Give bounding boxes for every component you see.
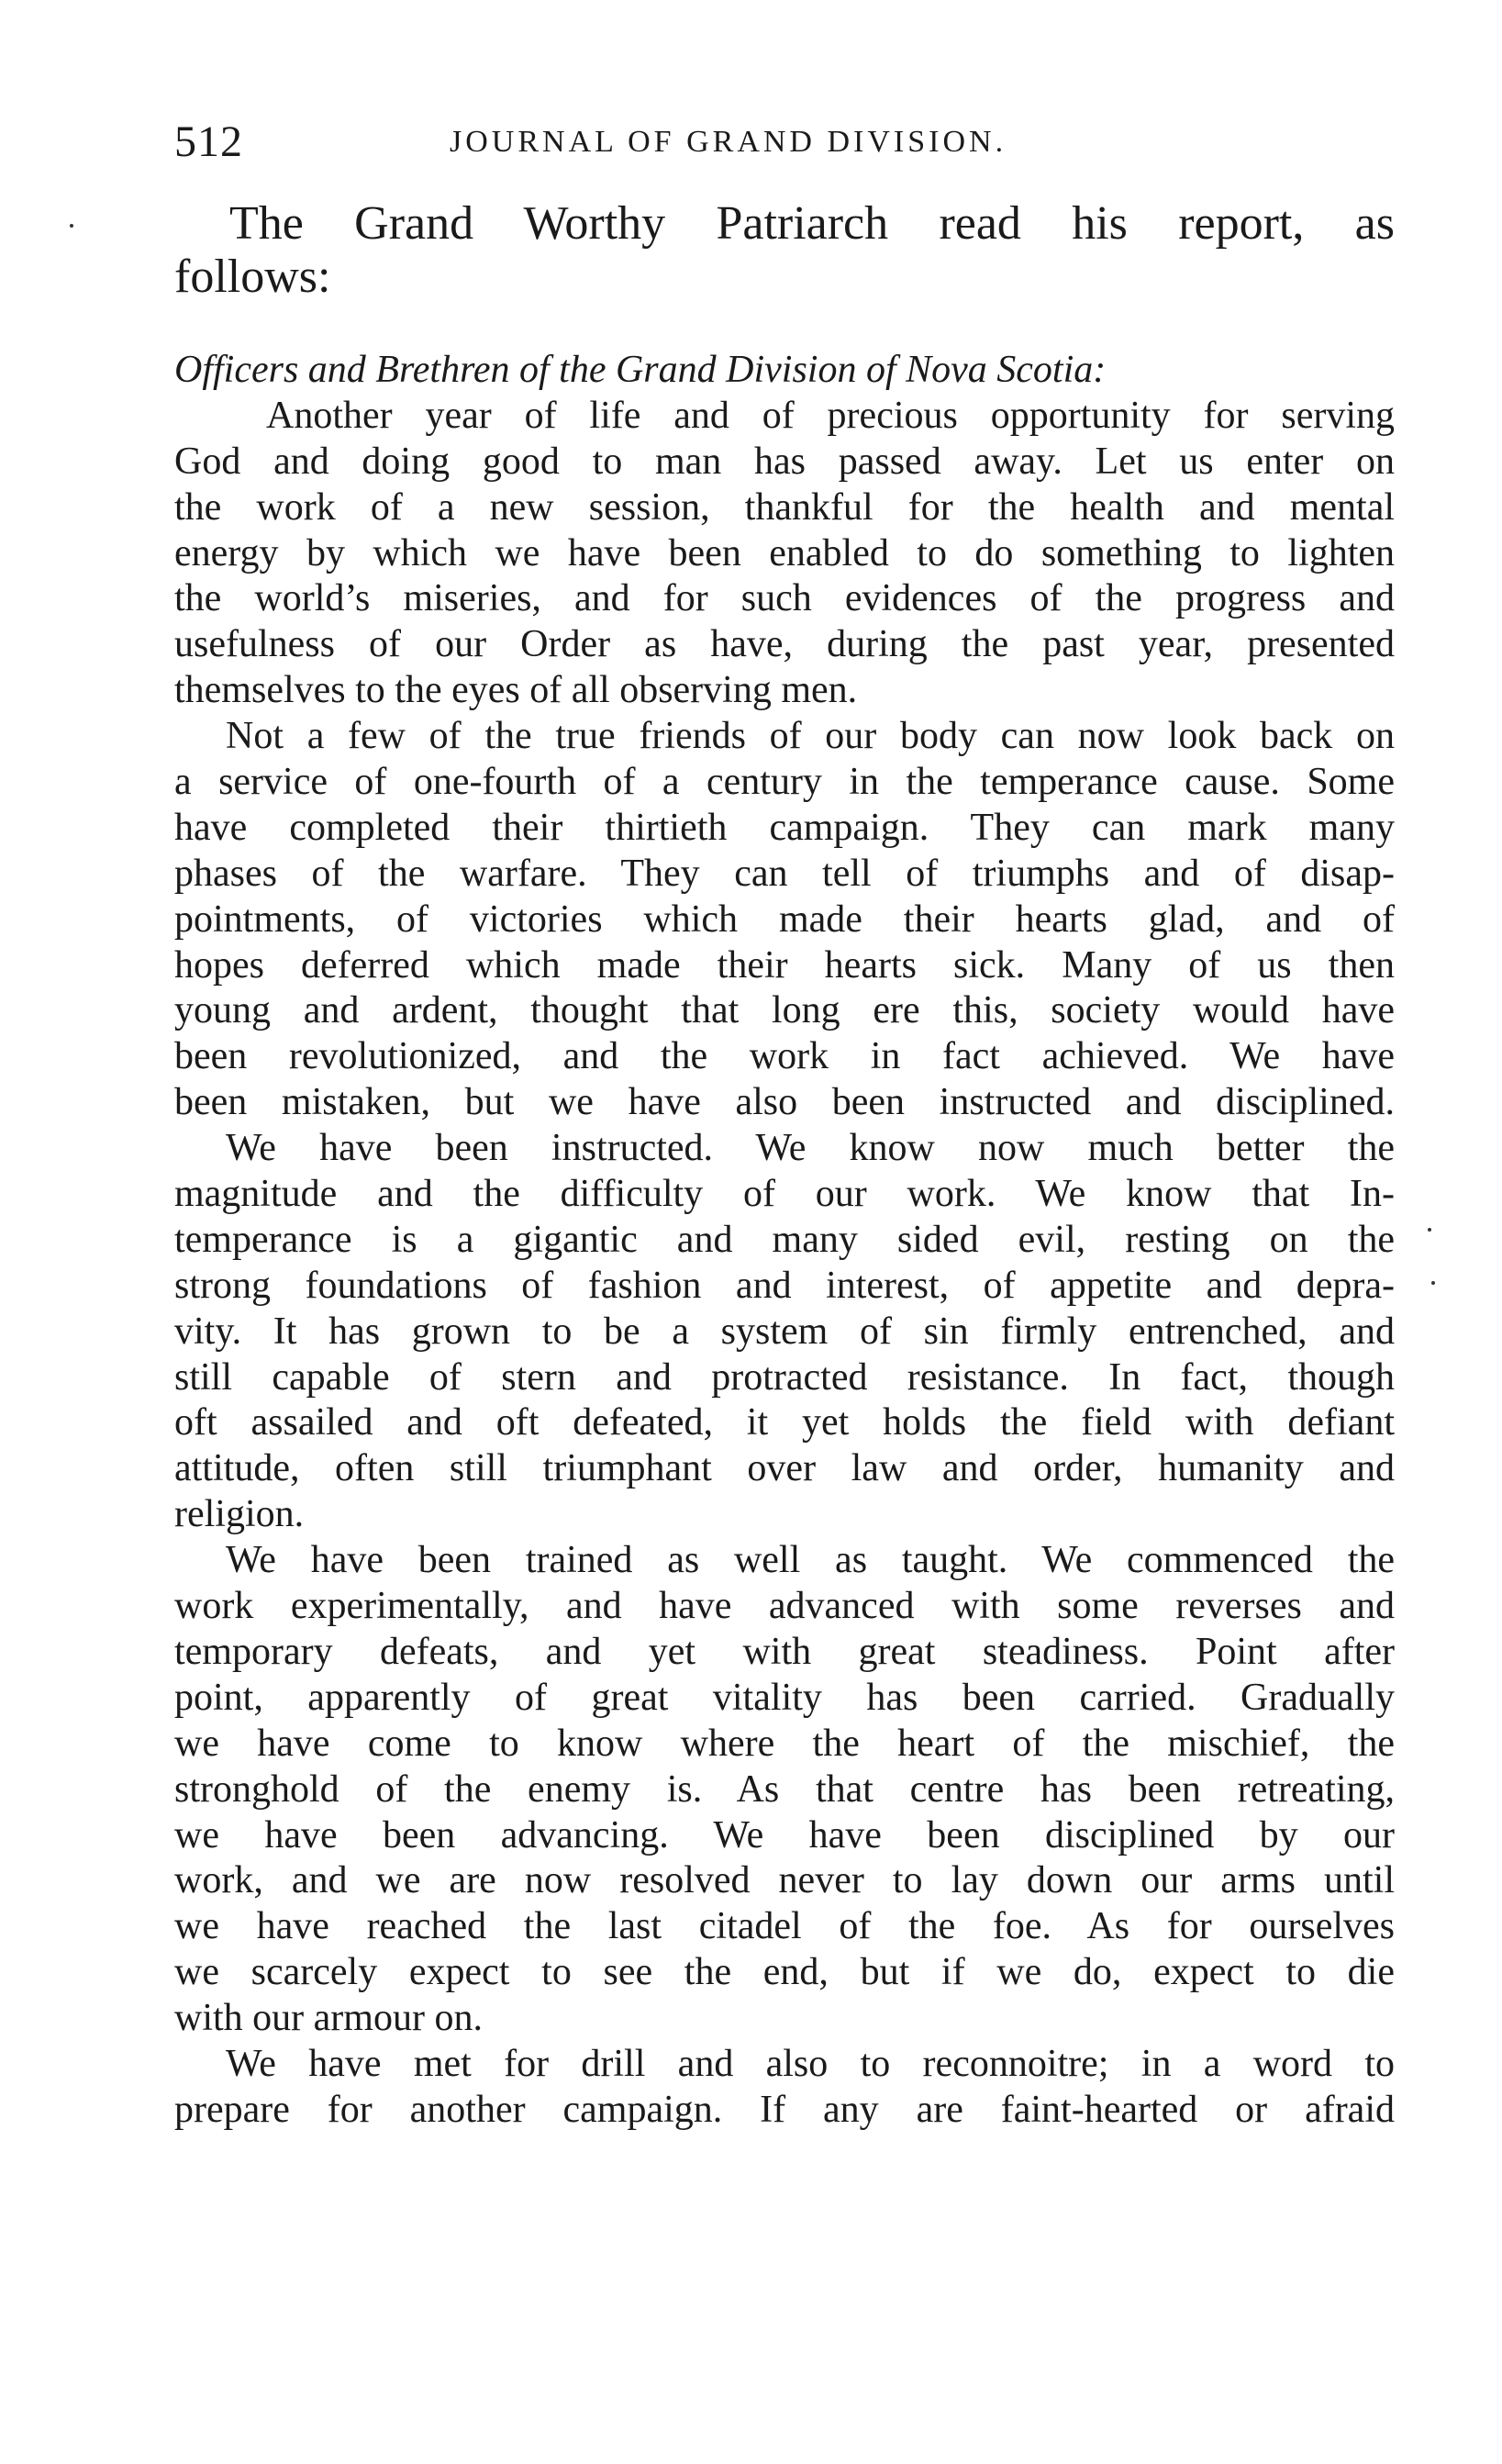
text-line: been revolutionized, and the work in fact achieved. We have: [174, 1035, 1395, 1078]
text-line: stronghold of the enemy is. As that centre has been retreating,: [174, 1767, 1395, 1811]
text-line: still capable of stern and protracted resistance. In fact, though: [174, 1355, 1395, 1399]
text-line: religion.: [174, 1493, 305, 1536]
text-line: work experimentally, and have advanced with some reverses and: [174, 1585, 1395, 1628]
text-line: the work of a new session, thankful for the health and mental: [174, 485, 1395, 529]
text-line: magnitude and the difficulty of our work. We know that In-: [174, 1173, 1395, 1216]
text-line: pointments, of victories which made their hearts glad, and of: [174, 898, 1395, 941]
text-line: a service of one-fourth of a century in the temperance cause. Some: [174, 761, 1395, 804]
text-line: Another year of life and of precious opportunity for serving: [266, 394, 1395, 437]
text-line: God and doing good to man has passed away. Let us enter on: [174, 440, 1395, 483]
salutation: Officers and Brethren of the Grand Division of Nova Scotia:: [174, 349, 1107, 391]
text-line: Not a few of the true friends of our body can now look back on: [226, 715, 1395, 758]
text-line: vity. It has grown to be a system of sin firmly entrenched, and: [174, 1310, 1395, 1353]
text-line: we scarcely expect to see the end, but if we do, expect to die: [174, 1951, 1395, 1994]
text-line: we have reached the last citadel of the foe. As for ourselves: [174, 1905, 1395, 1948]
text-line: point, apparently of great vitality has been carried. Gradually: [174, 1676, 1395, 1719]
text-line: attitude, often still triumphant over law and order, humanity and: [174, 1447, 1395, 1490]
intro-line: The Grand Worthy Patriarch read his report, as: [229, 197, 1395, 250]
text-line: been mistaken, but we have also been instructed and disciplined.: [174, 1081, 1395, 1124]
paragraph: [174, 2042, 1395, 2134]
paragraph: [174, 394, 1395, 714]
text-line: temperance is a gigantic and many sided evil, resting on the: [174, 1218, 1395, 1261]
text-line: temporary defeats, and yet with great steadiness. Point after: [174, 1630, 1395, 1673]
paragraph: [174, 1126, 1395, 1538]
running-head: JOURNAL OF GRAND DIVISION.: [450, 125, 1007, 159]
text-line: the world’s miseries, and for such evidences of the progress and: [174, 577, 1395, 620]
margin-speck: [70, 224, 73, 228]
text-line: work, and we are now resolved never to lay down our arms until: [174, 1859, 1395, 1902]
text-line: oft assailed and oft defeated, it yet holds the field with defiant: [174, 1401, 1395, 1444]
text-line: with our armour on.: [174, 1997, 483, 2040]
text-line: We have been trained as well as taught. We commenced the: [226, 1539, 1395, 1582]
margin-speck: [1431, 1281, 1435, 1285]
text-line: have completed their thirtieth campaign. They can mark many: [174, 806, 1395, 849]
text-line: strong foundations of fashion and interest, of appetite and depra-: [174, 1264, 1395, 1307]
text-line: hopes deferred which made their hearts sick. Many of us then: [174, 943, 1395, 987]
text-line: We have met for drill and also to reconnoitre; in a word to: [226, 2042, 1395, 2085]
text-line: young and ardent, thought that long ere this, society would have: [174, 989, 1395, 1032]
intro-line: follows:: [174, 251, 331, 303]
report-text: [174, 197, 1395, 2134]
paragraph: [174, 714, 1395, 1126]
text-line: We have been instructed. We know now much better the: [226, 1127, 1395, 1170]
margin-speck: [1428, 1228, 1431, 1232]
text-line: energy by which we have been enabled to do something to lighten: [174, 531, 1395, 574]
paragraph: [174, 1538, 1395, 2042]
text-line: phases of the warfare. They can tell of triumphs and of disap-: [174, 852, 1395, 895]
text-line: themselves to the eyes of all observing men.: [174, 669, 858, 712]
text-line: prepare for another campaign. If any are faint-hearted or afraid: [174, 2088, 1395, 2131]
page-number: 512: [174, 117, 243, 166]
text-line: we have come to know where the heart of the mischief, the: [174, 1722, 1395, 1765]
text-line: we have been advancing. We have been disciplined by our: [174, 1813, 1395, 1856]
text-line: usefulness of our Order as have, during the past year, presented: [174, 623, 1395, 666]
page-header: [174, 115, 1395, 170]
